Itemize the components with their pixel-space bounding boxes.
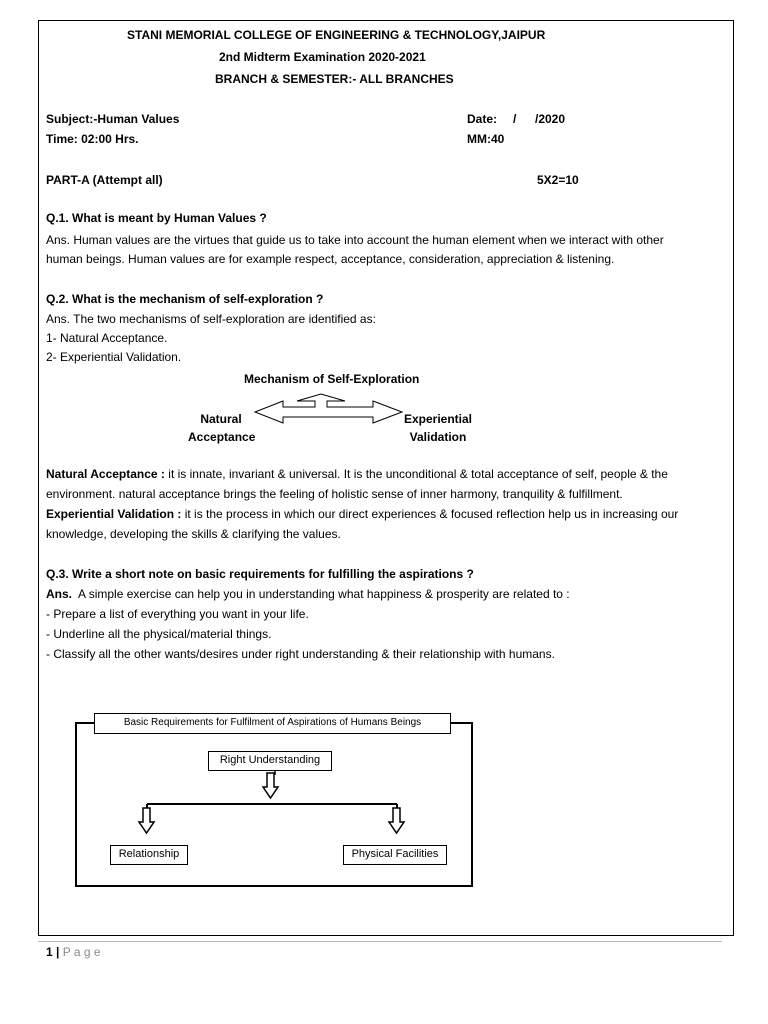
- q1-answer-line: human beings. Human values are for example respect, acceptance, consideration, appreciation & listening.: [46, 252, 615, 266]
- na-term: Natural Acceptance :: [46, 467, 165, 481]
- part-marks: 5X2=10: [537, 173, 579, 187]
- q2-answer-line: 2- Experiential Validation.: [46, 350, 182, 364]
- ev-text: it is the process in which our direct experiences & focused reflection help us in increasing our: [181, 507, 679, 521]
- down-arrow-icon: [389, 808, 405, 834]
- college-name: STANI MEMORIAL COLLEGE OF ENGINEERING & TECHNOLOGY,JAIPUR: [127, 28, 546, 42]
- down-arrow-icon: [263, 773, 279, 799]
- q3-answer-line: [46, 587, 570, 601]
- experiential-validation-line: Experiential: [403, 412, 473, 426]
- part-label: PART-A (Attempt all): [46, 173, 163, 187]
- q2-question: Q.2. What is the mechanism of self-exploration ?: [46, 292, 324, 306]
- ev-paragraph-line: [46, 507, 678, 521]
- date-label: Date:: [467, 112, 498, 126]
- page-separator: |: [56, 945, 60, 959]
- branch-semester: BRANCH & SEMESTER:- ALL BRANCHES: [215, 72, 454, 86]
- date-slash: /: [513, 112, 517, 126]
- q3-answer-first: A simple exercise can help you in understanding what happiness & prosperity are related to :: [72, 587, 570, 601]
- natural-acceptance-line: Natural: [200, 412, 242, 426]
- right-understanding-box: Right Understanding: [208, 751, 332, 771]
- ev-paragraph-line: knowledge, developing the skills & clarifying the values.: [46, 527, 341, 541]
- self-exploration-diagram-title: Mechanism of Self-Exploration: [244, 372, 420, 386]
- q3-answer-line: - Underline all the physical/material things.: [46, 627, 272, 641]
- natural-acceptance-label: [188, 412, 254, 444]
- q3-answer-line: - Prepare a list of everything you want in your life.: [46, 607, 309, 621]
- down-arrow-icon: [139, 808, 155, 834]
- physical-facilities-box: Physical Facilities: [343, 845, 447, 865]
- ev-term: Experiential Validation :: [46, 507, 182, 521]
- page-number: 1: [46, 945, 53, 959]
- time: Time: 02:00 Hrs.: [46, 132, 139, 146]
- experiential-validation-label: [400, 412, 476, 444]
- date-year: /2020: [535, 112, 566, 126]
- q3-answer-line: - Classify all the other wants/desires under right understanding & their relationship with humans.: [46, 647, 555, 661]
- subject: Subject:-Human Values: [46, 112, 180, 126]
- aspirations-diagram-title: Basic Requirements for Fulfilment of Aspirations of Humans Beings: [94, 713, 451, 734]
- exam-title: 2nd Midterm Examination 2020-2021: [219, 50, 426, 64]
- relationship-box: Relationship: [110, 845, 188, 865]
- na-text: it is innate, invariant & universal. It is the unconditional & total acceptance of self, people & the: [164, 467, 668, 481]
- na-paragraph-line: [46, 467, 668, 481]
- page-footer: [46, 945, 101, 959]
- natural-acceptance-line: Acceptance: [188, 430, 256, 444]
- q2-answer-line: Ans. The two mechanisms of self-exploration are identified as:: [46, 312, 376, 326]
- page-label: P a g e: [62, 945, 101, 959]
- double-arrow-icon: [255, 392, 405, 424]
- max-marks: MM:40: [467, 132, 505, 146]
- experiential-validation-line: Validation: [409, 430, 467, 444]
- na-paragraph-line: environment. natural acceptance brings the feeling of holistic sense of inner harmony, tranquility & fulfillment.: [46, 487, 623, 501]
- q1-answer-line: Ans. Human values are the virtues that guide us to take into account the human element when we interact with other: [46, 233, 664, 247]
- q2-answer-line: 1- Natural Acceptance.: [46, 331, 168, 345]
- q3-question: Q.3. Write a short note on basic requirements for fulfilling the aspirations ?: [46, 567, 474, 581]
- q3-ans-label: Ans.: [46, 587, 73, 601]
- footer-divider: [38, 941, 722, 942]
- q1-question: Q.1. What is meant by Human Values ?: [46, 211, 267, 225]
